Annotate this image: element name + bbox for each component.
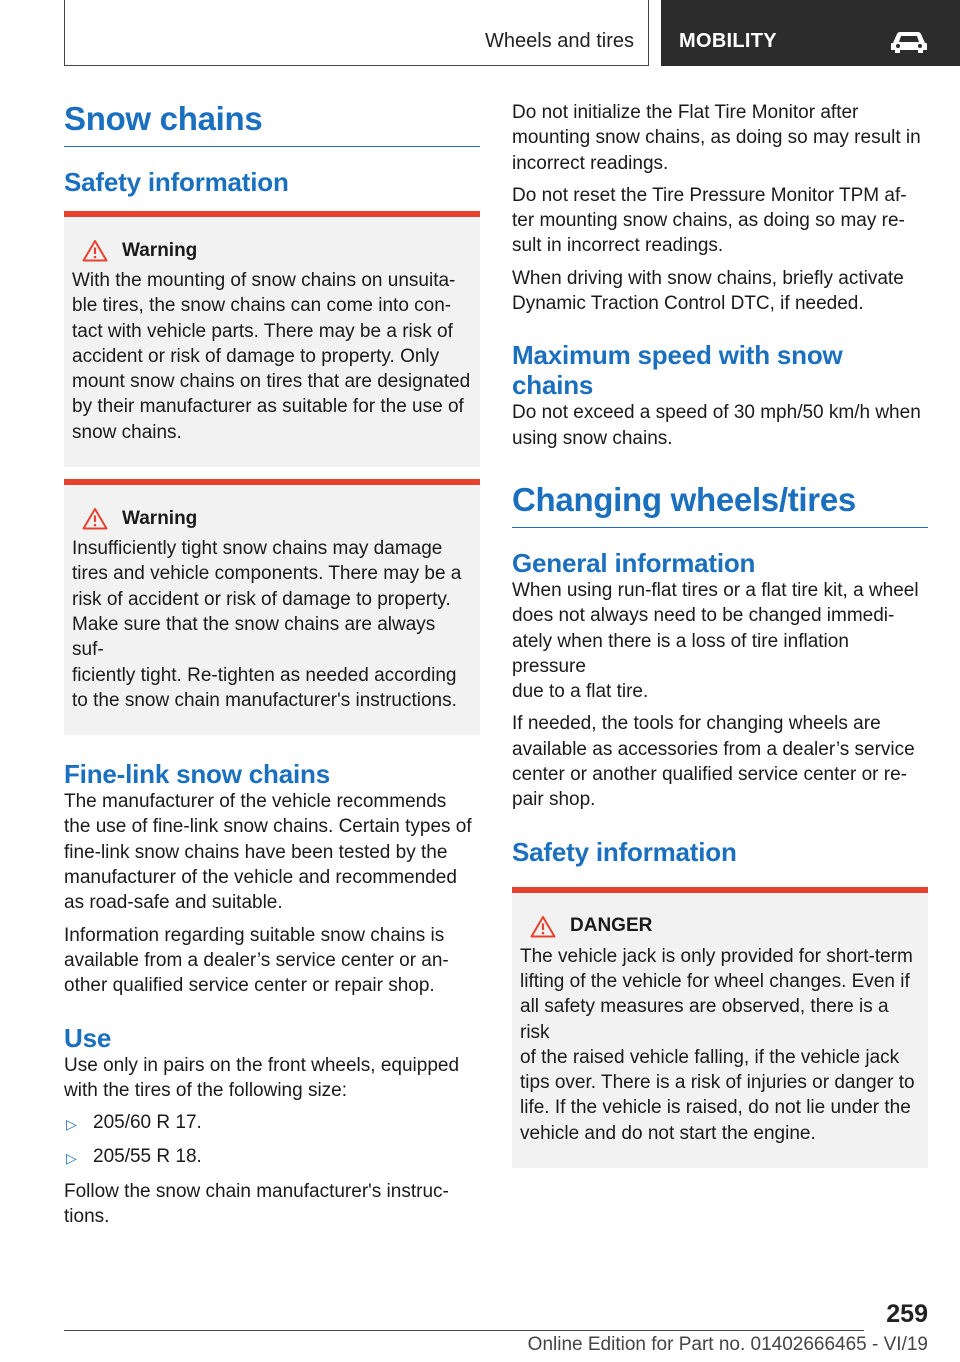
warning-triangle-icon	[82, 239, 108, 262]
page-header	[64, 0, 960, 66]
danger-title	[520, 915, 920, 938]
left-column	[64, 100, 480, 1229]
warning-title	[72, 239, 472, 262]
warning-box-unsuitable-tires	[64, 211, 480, 467]
heading-use: Use	[64, 1022, 112, 1053]
dtc-paragraph: When driving with snow chains, briefly activate Dynamic Traction Control DTC, if needed.	[512, 267, 904, 315]
list-item: ▷ 205/55 R 18.	[64, 1144, 480, 1171]
heading-safety-information-2: Safety information	[512, 836, 737, 867]
heading-snow-chains: Snow chains	[64, 100, 480, 147]
heading-maximum-speed: Maximum speed with snow chains	[512, 340, 843, 401]
fine-link-paragraph-2: Information regarding suitable snow chains is available from a dealer’s service center or an- other qualified service center or repair shop.	[64, 924, 449, 997]
heading-general-information: General information	[512, 547, 756, 578]
right-column	[512, 100, 928, 1168]
warning-triangle-icon	[82, 507, 108, 530]
footer-edition-text: Online Edition for Part no. 01402666465 - VI/19	[527, 1334, 928, 1355]
bullet-triangle-icon: ▷	[66, 1116, 77, 1133]
list-item: ▷ 205/60 R 17.	[64, 1110, 480, 1137]
heading-safety-information: Safety information	[64, 167, 289, 197]
general-paragraph-1: When using run-flat tires or a flat tire kit, a wheel does not always need to be changed immedi- ately when there is a loss of tire inflation pressure due to a flat tire.	[512, 579, 919, 703]
header-chapter-box	[661, 0, 960, 66]
warning-triangle-icon	[530, 915, 556, 938]
danger-title-text: DANGER	[570, 915, 653, 937]
tpm-paragraph: Do not reset the Tire Pressure Monitor TPM af- ter mounting snow chains, as doing so may re- sult in incorrect readings.	[512, 184, 907, 257]
header-chapter-title: MOBILITY	[679, 30, 777, 52]
warning-title-text: Warning	[122, 507, 198, 529]
warning-title	[72, 507, 472, 530]
fine-link-paragraph-1: The manufacturer of the vehicle recommends the use of fine-link snow chains. Certain types of fine-link snow chains have been tested by the manufacturer of the vehicle and recommended as road-safe and suitable.	[64, 791, 472, 914]
maximum-speed-paragraph: Do not exceed a speed of 30 mph/50 km/h when using snow chains.	[512, 402, 921, 449]
bullet-triangle-icon: ▷	[66, 1150, 77, 1167]
tire-size-list	[64, 1110, 480, 1172]
warning-box-tight-chains	[64, 479, 480, 735]
use-paragraph-1: Use only in pairs on the front wheels, equipped with the tires of the following size:	[64, 1054, 460, 1101]
heading-changing-wheels-tires: Changing wheels/tires	[512, 481, 928, 528]
general-paragraph-2: If needed, the tools for changing wheels are available as accessories from a dealer’s service center or another qualified service center or re- pair shop.	[512, 713, 915, 811]
car-icon	[889, 28, 929, 54]
footer-divider	[64, 1330, 864, 1331]
danger-text: The vehicle jack is only provided for short-term lifting of the vehicle for wheel changes. Even if all safety measures are observed, there is a risk of the raised vehicle falling, if the vehicle jack tips over. There is a risk of injuries or danger to life. If the vehicle is raised, do not lie under the vehicle and do not start the engine.	[520, 945, 915, 1144]
page-number: 259	[886, 1300, 928, 1328]
header-section-title: Wheels and tires	[485, 30, 634, 52]
danger-box-vehicle-jack	[512, 887, 928, 1168]
heading-fine-link-snow-chains: Fine-link snow chains	[64, 759, 330, 790]
warning-title-text: Warning	[122, 239, 198, 261]
header-section-box	[64, 0, 649, 66]
warning-text: Insufficiently tight snow chains may damage tires and vehicle components. There may be a risk of accident or risk of damage to property. Make sure that the snow chains are always suf- ficiently tight. Re-tighten as needed according to the snow chain manufacturer's instructions.	[72, 538, 462, 711]
warning-text: With the mounting of snow chains on unsuita- ble tires, the snow chains can come into con- tact with vehicle parts. There may be a risk of accident or risk of damage to property. Only mount snow chains on tires that are designated by their manufacturer as suitable for the use of snow chains.	[72, 270, 471, 443]
flat-tire-monitor-paragraph: Do not initialize the Flat Tire Monitor after mounting snow chains, as doing so may result in incorrect readings.	[512, 102, 921, 174]
use-paragraph-2: Follow the snow chain manufacturer's instruc- tions.	[64, 1180, 449, 1228]
